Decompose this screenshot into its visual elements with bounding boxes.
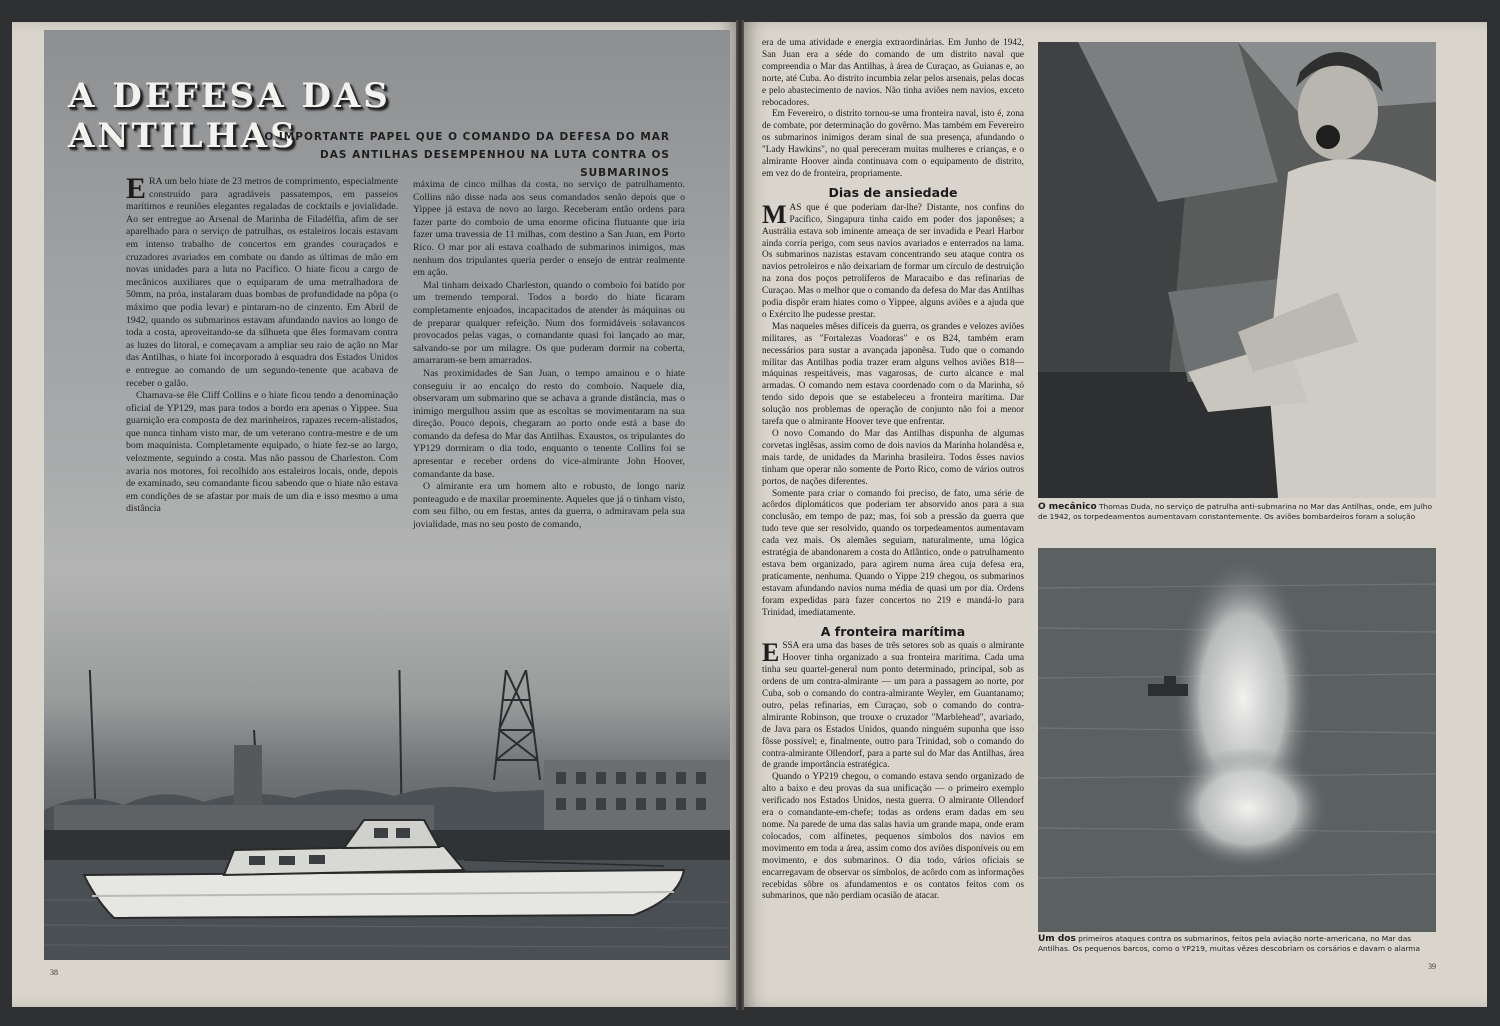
paragraph: Em Fevereiro, o distrito tornou-se uma fronteira naval, isto é, zona de combate, por determinação do govêrno. Mas também em Fevereiro os submarinos inimigos deram sinal de sua presença, afundando o "Lady Hawkins", no qual pereceram muitas mulheres e crianças, e o almirante Hoover ainda continuava com o equipamento de distrito, em vez do de fronteira, propriamente. [762,109,1024,179]
caption-text: primeiros ataques contra os submarinos, feitos pela aviação norte-americana, no Mar das Antilhas. Os pequenos barcos, como o YP219, muitas vêzes descobriam os corsários e davam o alarma [1038,934,1420,953]
caption-lead: O mecânico [1038,502,1097,512]
section-heading: Dias de ansiedade [828,184,958,200]
paragraph [762,199,1024,322]
drop-cap: E [126,172,147,205]
photo-caption-2 [1038,934,1436,954]
caption-lead: Um dos [1038,934,1076,944]
paragraph: Somente para criar o comando foi preciso, de fato, uma série de acôrdos diplomáticos que poderiam ter absorvido anos para a sua conclusão, em tempo de paz; mas, foi sob a pressão da guerra que tudo teve que ser resolvido, quando os torpedeamentos aumentavam cada vez mais. Os alemães seguiam, naturalmente, uma lógica estratégia de abandonarem a costa do Atlântico, onde o patrulhamento estava bem organizado, para agirem numa área cuja defesa era, praticamente, nenhuma. Quando o Yippe 219 chegou, os submarinos estavam afundando navios numa média de quasi um por dia. Ordens foram expedidas para fazer concertos no 219 e mandá-lo para Trinidad, imediatamente. [762,488,1024,618]
paragraph: Nas proximidades de San Juan, o tempo amainou e o hiate conseguiu ir ao encalço do resto do comboio. Naquele dia, observaram um submarino que se achava a grande distância, mas o inimigo mergulhou assim que as escoltas se movimentaram na sua direção. Pouco depois, chegaram ao porto onde está a base do comando da defesa do Mar das Antilhas. Exaustos, os tripulantes do YP129 dormiram o dia todo, enquanto o tenente Collins foi se apresentar e receber ordens do vice-almirante John Hoover, comandante da base. [413,367,685,480]
paragraph: Chamava-se êle Cliff Collins e o hiate ficou tendo a denominação oficial de YP129, mas para todos a bordo era apenas o Yippee. Sua guarnição era composta de dez marinheiros, rapazes recem-alistados, que nunca tinham visto mar, de um veterano contra-mestre e de um bom maquinista. Completamente equipado, o hiate fez-se ao largo, velozmente, seguindo a costa. Mas não passou de Charleston. Com avaria nos motores, foi recolhido aos estaleiros locais, onde, depois de examinado, seu comandante ficou sabendo que o hiate não estava em condições de se afastar por mais de um dia e isso mesmo a uma distância [126,390,398,515]
subtitle-line-2: DAS ANTILHAS DESEMPENHOU NA LUTA CONTRA OS SUBMARINOS [320,149,670,179]
drop-cap: M [762,199,787,229]
paragraph-text: AS que é que poderiam dar-lhe? Distante, nos confins do Pacífico, Singapura tinha caido em poder dos japonêses; a Austrália estava sob iminente ameaça de ser invadida e Pearl Harbor ainda corria perigo, com seus navios avariados e enterrados na lama. Os submarinos nazistas estavam concentrando seu ataque contra os navios petroleiros e não deixariam de formar um círculo de destruição na zona dos poços petrolíferos de Maracaibo e das refinarias de Curaçao. Mas o melhor que o comando da defesa do Mar das Antilhas podia dispôr eram hiates como o Yippee, alguns aviões e a ajuda que o Exército lhe pudesse prestar. [762,202,1024,320]
caption-text: Thomas Duda, no serviço de patrulha anti-submarina no Mar das Antilhas, onde, em Julho de 1942, os torpedeamentos aumentavam constantemente. Os aviões bombardeiros foram a solução [1038,502,1432,521]
paragraph: O almirante era um homem alto e robusto, de longo nariz ponteagudo e de maxilar proeminente. Aqueles que já o tinham visto, com seu filho, ou em festas, antes da guerra, o admiravam pela sua jovialidade, mas no seu posto de comando, [413,481,685,531]
paragraph: máxima de cinco milhas da costa, no serviço de patrulhamento. Collins não disse nada aos seus comandados senão depois que o Yippee já estava de novo ao largo. Receberam então ordens para fazer parte do comboio de uma enorme oficina flutuante que iria fazer uma travessia de 11 milhas, com destino a San Juan, em Porto Rico. O mar por ali estava coalhado de submarinos inimigos, mas nenhum dos tripulantes queria perder o ensejo de entrar realmente em ação. [413,179,685,279]
drop-cap: E [762,638,780,668]
right-text-column [762,38,1024,903]
article-title: A DEFESA DAS ANTILHAS [68,76,391,156]
left-column-2 [413,179,685,532]
paragraph: Mas naqueles mêses difíceis da guerra, os grandes e velozes aviões militares, as "Fortalezas Voadoras" e os B24, também eram necessários para sustar a avançada japonêsa. Tudo que o comando militar das Antilhas podia trazer eram alguns velhos aviões B18—máquinas respeitáveis, mas vagarosas, de curto alcance e mal armadas. O comando nem estava coordenado com o da Marinha, só tendo sido depois que se estabeleceu a fronteira marítima. Dar solução nos problemas de operação de conjunto não foi a menor tarefa que o almirante Hoover teve que enfrentar. [762,321,1024,428]
subtitle-line-1: O IMPORTANTE PAPEL QUE O COMANDO DA DEFESA DO MAR [264,131,670,143]
paragraph [762,638,1024,772]
photo-caption-1 [1038,502,1436,522]
left-column-1 [126,172,398,516]
harbor-yacht-photo [44,670,730,960]
paragraph-text: SSA era uma das bases de três setores sob as quais o almirante Hoover tinha organizado a sua fronteira marítima. Cada uma tinha seu quartel-general num ponto determinado, principal, sob as ordens de um contra-almirante — um para a passagem ao norte, por Cuba, sob o comando do contra-almirante Weyler, em Guantanamo; outro, pelas refinarias, em Curaçao, sob o comando do contra-almirante Robinson, que trouxe o cruzador "Marblehead", avariado, de Java para os Estados Unidos, quando ninguém supunha que isso fôsse possível; e, finalmente, outro para Trinidad, sob o comando do contra-almirante Ollendorf, para a parte sul do Mar das Antilhas, área de grande importância estratégica. [762,641,1024,771]
article-subtitle [250,128,670,182]
paragraph: era de uma atividade e energia extraordinárias. Em Junho de 1942, San Juan era a séde do comando de um distrito naval que compreendia o Mar das Antilhas, à área de Curaçao, as Guianas e, ao norte, até Cuba. Ao distrito incumbia zelar pelos arsenais, pelas docas e pelo abastecimento de navios. Não tinha aviões nem navios, exceto rebocadores. [762,38,1024,108]
depth-charge-attack-photo [1038,548,1436,932]
page-number-right: 39 [1428,962,1436,971]
paragraph: O novo Comando do Mar das Antilhas dispunha de algumas corvetas inglêsas, assim como de dois navios da Marinha holandêsa e, mais tarde, de unidades da Marinha brasileira. Todos êsses navios tinham que operar não somente de Porto Rico, como de vários outros portos, de nações diferentes. [762,429,1024,487]
paragraph: Quando o YP219 chegou, o comando estava sendo organizado de alto a baixo e deu provas da sua unificação — o primeiro exemplo verificado nos Estados Unidos, nesta guerra. O almirante Ollendorf era o comandante-em-chefe; todas as ordens eram dadas em seu nome. Na parede de uma das salas havia um grande mapa, onde eram colocados, com alfinetes, pequenos símbolos dos navios em movimento em toda a área, assim como dos aviões disponíveis ou em movimento, e dos submarinos. O dia todo, vários oficiais se encarregavam de observar os símbolos, de acôrdo com as informações recebidas sôbre os afundamentos e os contatos feitos com os submarinos, que não perdiam ocasião de atacar. [762,772,1024,902]
paragraph [126,172,398,390]
paragraph-text: RA um belo hiate de 23 metros de comprimento, especialmente construído para agradáveis passatempos, em passeios marítimos e reuniões elegantes regaladas de cocktails e jovialidade. Ao ser entregue ao Arsenal de Marinha de Filadélfia, afim de ser aparelhado para o serviço de patrulhas, os estaleiros locais estavam em intenso trabalho de concertos em grandes couraçados e cruzadores avariados em combate ou dando as últimas de mão em novas unidades para a luta no Pacífico. O hiate ficou a cargo de mecânicos auxiliares que o equiparam de uma metralhadora de 50mm, na próa, instalaram duas bombas de profundidade na pôpa (o máximo que podia levar) e pintaram-no de cinzento. Em Abril de 1942, quando os submarinos estavam afundando navios ao longo de toda a costa, aproveitando-se da silhueta que êles formavam contra as luzes do litoral, e começavam a ampliar seu raio de ação no Mar das Antilhas, o hiate foi incorporado à esquadra dos Estados Unidos e entregue ao comando de um segundo-tenente que acabava de receber o galão. [126,176,398,389]
section-heading: A fronteira marítima [820,623,966,639]
page-gutter [736,20,744,1010]
paragraph: Mal tinham deixado Charleston, quando o comboio foi batido por um tremendo temporal. Todos a bordo do hiate ficaram completamente enjoados, incapacitados de atender às máquinas ou de preparar qualquer refeição. Num dos formidáveis solavancos provocados pelas vagas, o comandante quasi foi lançado ao mar, salvando-se por um milagre. Os que puderam dormir na coberta, amarraram-se bem amarrados. [413,279,685,367]
page-number-left: 38 [50,968,58,977]
mechanic-photo [1038,42,1436,498]
